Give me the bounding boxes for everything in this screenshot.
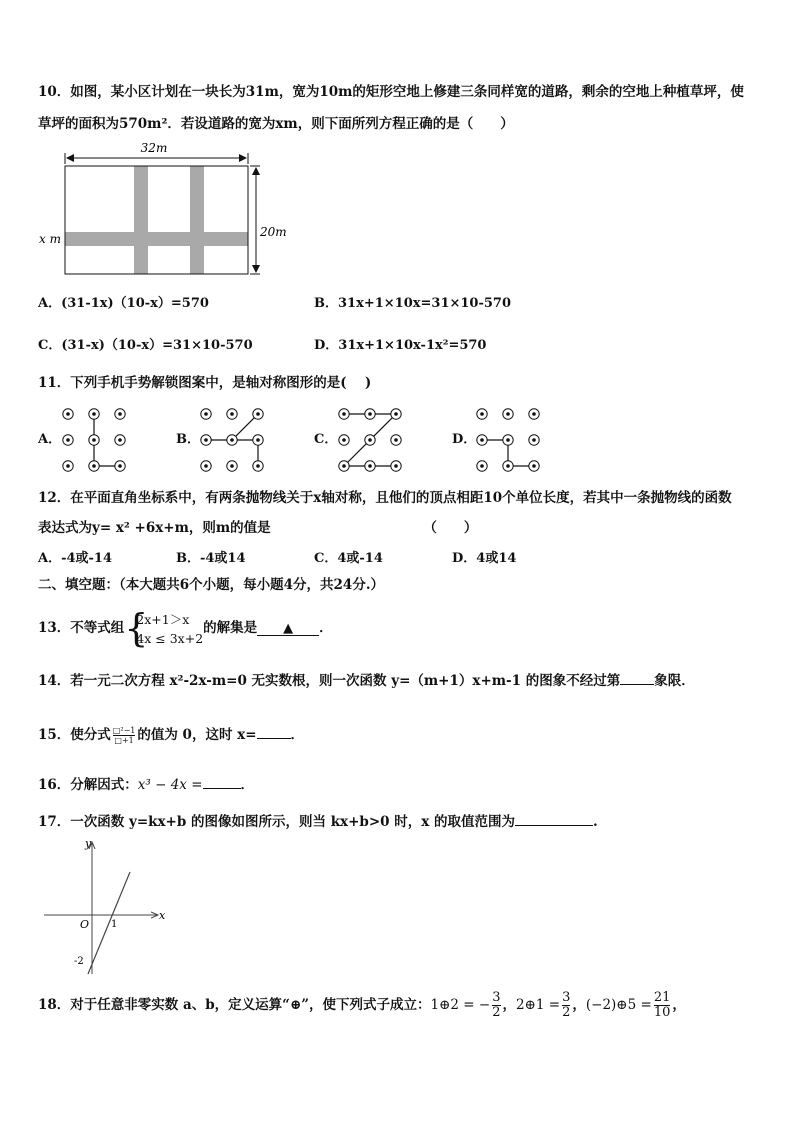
q15-answer-blank[interactable]: [257, 724, 291, 739]
q14-text: 14．若一元二次方程 x²-2x-m=0 无实数根，则一次函数 y=（m+1）x+m-1 的图象不经过第: [38, 673, 621, 689]
unlock-dot: [227, 435, 237, 445]
unlock-dot: [365, 461, 375, 471]
q18-frac-2-den: 2: [562, 1005, 571, 1020]
unlock-dot: [89, 461, 99, 471]
q13-prefix: 13．不等式组: [38, 620, 125, 636]
unlock-dot: [391, 461, 401, 471]
function-line: [88, 872, 130, 974]
q11-pattern-a[interactable]: [58, 404, 134, 474]
unlock-dot: [227, 409, 237, 419]
unlock-dot: [63, 435, 73, 445]
q13-inequality-1: { 2x+1＞x: [136, 611, 190, 627]
unlock-dot: [253, 461, 263, 471]
unlock-dot: [503, 435, 513, 445]
q10-stem-line1: 10．如图，某小区计划在一块长为31m，宽为10m的矩形空地上修建三条同样宽的道路，剩余的空地上种植草坪，使: [38, 84, 744, 100]
section-2-heading: 二、填空题：（本大题共6个小题，每小题4分，共24分.）: [38, 577, 385, 593]
unlock-dot: [477, 409, 487, 419]
q13-suffix: 的解集是: [203, 620, 258, 636]
q13-end: ．: [319, 620, 333, 636]
q18-frac-3-num: 21: [653, 990, 671, 1005]
q15-line: [38, 722, 304, 748]
q12-option-a[interactable]: A．-4或-14: [38, 551, 113, 566]
q12-option-b[interactable]: B．-4或14: [176, 551, 246, 566]
q10-option-b[interactable]: B．31x+1×10x=31×10-570: [314, 296, 511, 311]
unlock-dot: [503, 409, 513, 419]
q18-expr-3: (−2)⊕5 =: [585, 997, 652, 1013]
unlock-dot: [201, 461, 211, 471]
q18-frac-1: [492, 991, 500, 1020]
q12-stem-line2: [38, 518, 477, 538]
y-intercept-label: -2: [74, 956, 84, 967]
q11-option-c-label[interactable]: C．: [314, 432, 338, 447]
unlock-dot: [391, 435, 401, 445]
q18-frac-2-num: 3: [562, 990, 571, 1005]
unlock-dot: [115, 435, 125, 445]
unlock-dot: [115, 409, 125, 419]
vertical-road-1: [134, 166, 148, 274]
unlock-dot: [227, 461, 237, 471]
q13-line: [38, 608, 333, 648]
x-intercept-label: 1: [111, 919, 118, 930]
unlock-dot: [391, 409, 401, 419]
q16-line: [38, 774, 254, 795]
unlock-dot: [339, 409, 349, 419]
unlock-dot: [529, 409, 539, 419]
q13-inequality-system: [126, 610, 203, 648]
unlock-dot: [365, 435, 375, 445]
q10-stem-line2: 草坪的面积为570m²．若设道路的宽为xm，则下面所列方程正确的是（ ）: [38, 116, 514, 132]
unlock-dot: [89, 409, 99, 419]
q13-answer-blank[interactable]: [257, 621, 319, 636]
q12-option-c[interactable]: C．4或-14: [314, 551, 383, 566]
q12-option-d[interactable]: D．4或14: [452, 551, 517, 566]
q17-end: .: [593, 814, 598, 830]
q10-option-d[interactable]: D．31x+1×10x-1x²=570: [314, 338, 487, 353]
q18-frac-1-den: 2: [492, 1005, 501, 1020]
height-label: 20m: [260, 225, 287, 239]
q11-pattern-c[interactable]: [334, 404, 410, 474]
q18-expr-2: 2⊕1 =: [516, 997, 561, 1013]
unlock-dot: [63, 409, 73, 419]
q18-frac-3: [654, 991, 671, 1020]
q11-option-d-label[interactable]: D．: [452, 432, 477, 447]
q16-prefix: 16．分解因式：: [38, 777, 138, 793]
q12-bracket: （ ）: [423, 520, 478, 536]
q13-blank-mark: ▲: [283, 621, 294, 636]
q15-end: ．: [290, 727, 305, 743]
unlock-dot: [503, 461, 513, 471]
q14-line: [38, 670, 695, 691]
q14-end: 象限．: [654, 673, 695, 689]
q18-prefix: 18．对于任意非零实数 a、b，定义运算“⊕”，使下列式子成立：: [38, 997, 431, 1013]
q11-option-a-label[interactable]: A．: [38, 432, 62, 447]
q15-prefix: 15．使分式: [38, 727, 111, 743]
q13-inequality-2: 4x ≤ 3x+2: [136, 630, 204, 646]
unlock-dot: [253, 409, 263, 419]
unlock-dot: [477, 435, 487, 445]
q11-pattern-b[interactable]: [196, 404, 272, 474]
q11-stem: 11．下列手机手势解锁图案中，是轴对称图形的是( ): [38, 375, 372, 391]
q16-answer-blank[interactable]: [203, 774, 241, 789]
q17-line: [38, 811, 598, 832]
unlock-dot: [201, 435, 211, 445]
unlock-dot: [529, 435, 539, 445]
q10-option-c[interactable]: C．(31-x)（10-x）=31×10-570: [38, 338, 253, 353]
unlock-dot: [253, 435, 263, 445]
q12-stem-prefix: 表达式为y= x² +6x+m，则m的值是: [38, 520, 271, 536]
q16-expression: x³ − 4x =: [137, 777, 203, 793]
q15-suffix: 的值为 0，这时 x=: [137, 727, 257, 743]
unlock-dot: [365, 409, 375, 419]
unlock-dot: [339, 435, 349, 445]
q16-end: ．: [240, 777, 255, 793]
q15-denominator: □+1: [114, 736, 134, 745]
unlock-dot: [201, 409, 211, 419]
q18-expr-1: 1⊕2 = −: [430, 997, 491, 1013]
q18-line: 18．对于任意非零实数 a、b，定义运算“⊕”，使下列式子成立：1⊕2 = − $\frac{3}{2}$ ，2⊕1 = $\frac{3}{2}$ ，(−2)⊕5 = $\frac{21}{10}$ ，: [38, 990, 686, 1020]
x-axis-label: x: [159, 909, 166, 922]
q18-frac-3-den: 10: [653, 1005, 671, 1020]
unlock-dot: [529, 461, 539, 471]
width-label: 32m: [140, 141, 168, 155]
q11-option-b-label[interactable]: B．: [176, 432, 200, 447]
q18-frac-2: [562, 991, 570, 1020]
unlock-dot: [115, 461, 125, 471]
horizontal-road: [65, 232, 248, 246]
q10-option-a[interactable]: A．(31-1x)（10-x）=570: [38, 296, 209, 311]
vertical-road-2: [190, 166, 204, 274]
unlock-dot: [477, 461, 487, 471]
q17-text: 17．一次函数 y=kx+b 的图像如图所示，则当 kx+b>0 时，x 的取值范围为: [38, 814, 516, 830]
q12-stem-line1: 12．在平面直角坐标系中，有两条抛物线关于x轴对称，且他们的顶点相距10个单位长度，若其中一条抛物线的函数: [38, 490, 732, 506]
q17-answer-blank[interactable]: [515, 811, 593, 826]
unlock-dot: [89, 435, 99, 445]
q11-pattern-d[interactable]: [472, 404, 548, 474]
origin-label: O: [80, 918, 90, 931]
q10-road-figure: [38, 138, 288, 280]
y-axis-label: y: [85, 837, 92, 850]
q14-answer-blank[interactable]: [620, 670, 654, 685]
q15-fraction: [113, 726, 136, 745]
unlock-dot: [339, 461, 349, 471]
q17-function-graph: [38, 836, 172, 978]
unlock-dot: [63, 461, 73, 471]
q15-numerator: □²−1: [112, 726, 136, 735]
q18-frac-1-num: 3: [492, 990, 501, 1005]
road-width-label: x m: [39, 232, 61, 246]
